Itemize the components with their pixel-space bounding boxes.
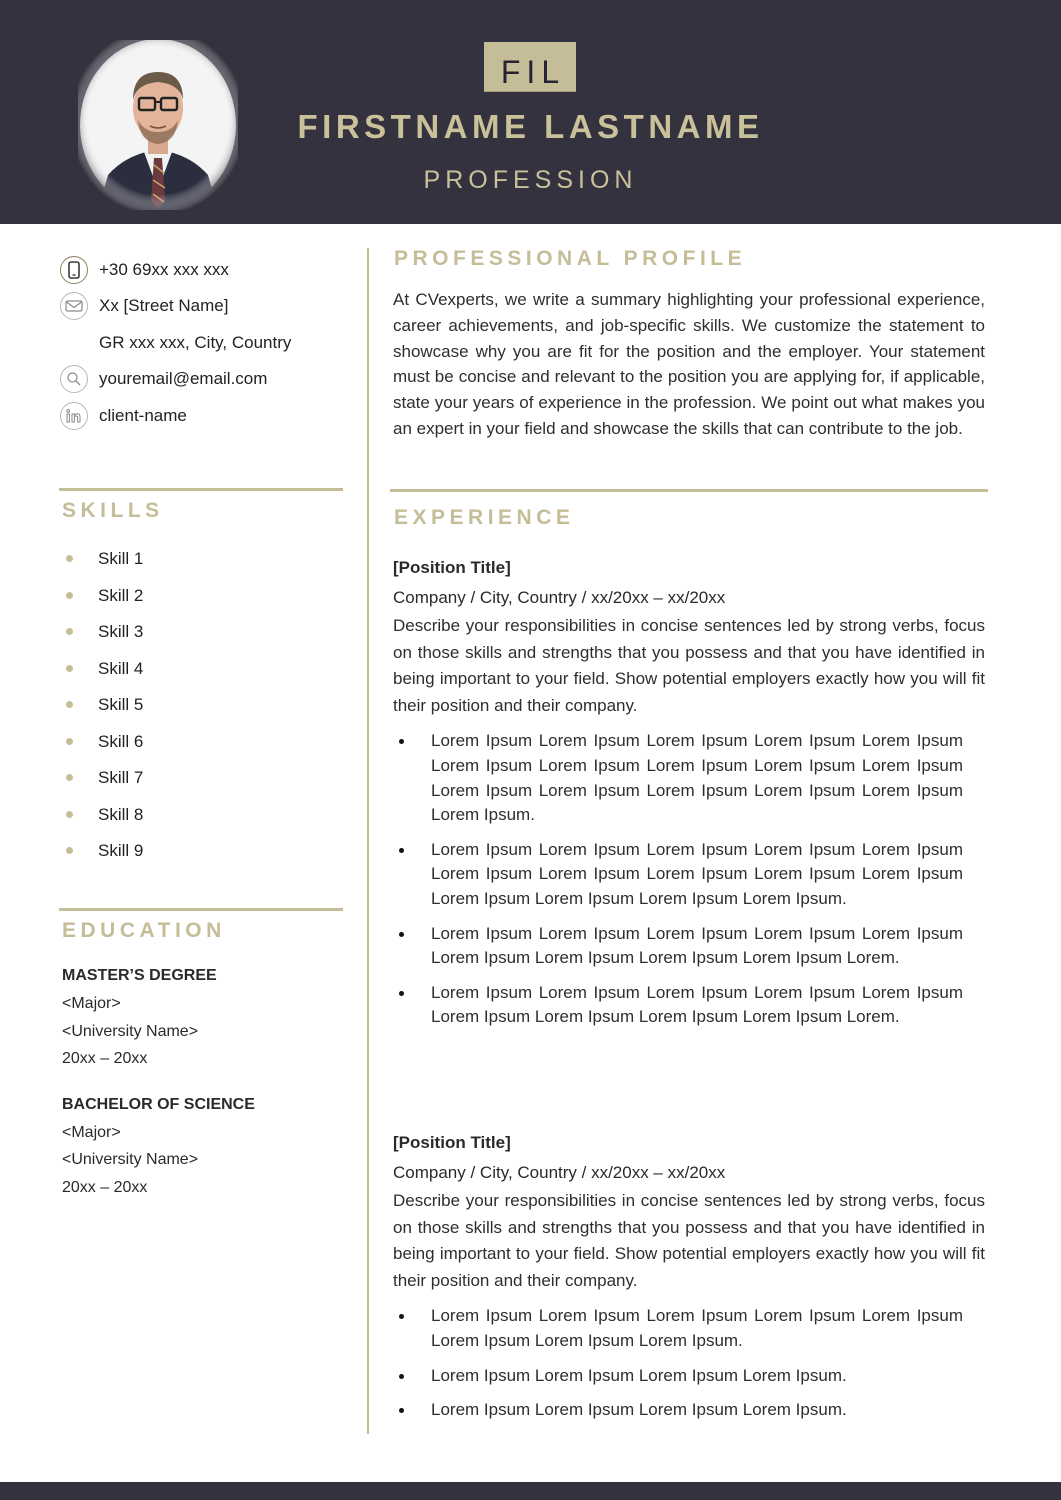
bullet-dot-icon: [399, 1314, 404, 1319]
bullet-dot-icon: [399, 848, 404, 853]
position-title: [Position Title]: [393, 1133, 511, 1152]
contact-linkedin: [60, 400, 350, 436]
education-dates: 20xx – 20xx: [62, 1178, 148, 1196]
job-entry: [393, 1128, 985, 1433]
skill-label: Skill 4: [98, 658, 144, 678]
skill-label: Skill 3: [98, 622, 144, 641]
bullet-dot-icon: [399, 739, 404, 744]
education-entry: [62, 962, 342, 1073]
bullet-dot-icon: [66, 628, 73, 635]
skill-item: [62, 541, 342, 578]
skill-item: [62, 614, 342, 651]
job-description: Describe your responsibilities in concise sentences led by strong verbs, focus on those skills and strengths that you possess and that you have identified in being important to your field. Show potential employers exactly how you will fit their position and their company.: [393, 616, 985, 715]
candidate-name-text: FIRSTNAME LASTNAME: [297, 108, 764, 145]
search-icon: [60, 365, 88, 393]
contact-list: [60, 254, 350, 436]
address-street: Xx [Street Name]: [99, 296, 229, 316]
contact-city: [60, 327, 350, 363]
logo-initials: FIL: [500, 54, 566, 90]
bullet-dot-icon: [399, 991, 404, 996]
candidate-name: [0, 108, 1061, 146]
job-bullet-item: [393, 922, 985, 971]
footer-bar: [0, 1482, 1061, 1500]
bullet-text: Lorem Ipsum Lorem Ipsum Lorem Ipsum Lorem Ipsum Lorem Ipsum Lorem Ipsum Lorem Ipsum Lorem Ipsum Lorem Ipsum Lorem Ipsum Lorem Ipsum Lorem Ipsum Lorem Ipsum Lorem Ipsum Lorem Ipsum Lorem Ipsum.: [431, 731, 963, 825]
university-name: <University Name>: [62, 1151, 199, 1168]
bullet-dot-icon: [66, 811, 73, 818]
degree-title: BACHELOR OF SCIENCE: [62, 1095, 255, 1113]
bullet-dot-icon: [66, 701, 73, 708]
profession-title: PROFESSION: [423, 166, 638, 194]
skills-list: [62, 541, 342, 870]
experience-divider: [390, 489, 988, 492]
university-name: <University Name>: [62, 1022, 199, 1040]
education-divider: [59, 908, 343, 911]
profile-summary: At CVexperts, we write a summary highlighting your professional experience, career achievements, and job-specific skills. We customize the statement to showcase why you are fit for the position and the employer. Your statement must be concise and relevant to the position you are applying for, if applicable, state your years of experience in the profession. We point out what makes you an expert in your field and showcase the skills that can contribute to the job.: [393, 290, 985, 438]
bullet-dot-icon: [66, 847, 73, 854]
bullet-dot-icon: [399, 1408, 404, 1413]
job-bullet-item: [393, 838, 985, 912]
bullet-dot-icon: [66, 555, 73, 562]
job-bullet-item: [393, 1364, 985, 1389]
skill-item: [62, 797, 342, 834]
linkedin-icon: [60, 402, 88, 430]
company-meta: Company / City, Country / xx/20xx – xx/20xx: [393, 588, 726, 607]
degree-title: MASTER’S DEGREE: [62, 967, 217, 984]
linkedin-handle[interactable]: client-name: [99, 405, 187, 425]
skills-heading: SKILLS: [62, 499, 164, 522]
job-bullet-item: [393, 729, 985, 827]
job-description: Describe your responsibilities in concise sentences led by strong verbs, focus on those skills and strengths that you possess and that you have identified in being important to your field. Show potential employers exactly how you will fit their position and their company.: [393, 1191, 985, 1290]
skill-item: [62, 833, 342, 870]
experience-heading: EXPERIENCE: [394, 506, 575, 529]
company-meta: Company / City, Country / xx/20xx – xx/20xx: [393, 1163, 726, 1182]
phone-number[interactable]: +30 69xx xxx xxx: [99, 260, 229, 279]
bullet-dot-icon: [66, 592, 73, 599]
phone-icon: [60, 256, 88, 284]
column-divider: [367, 248, 369, 1434]
skill-item: [62, 760, 342, 797]
bullet-text: Lorem Ipsum Lorem Ipsum Lorem Ipsum Lorem Ipsum.: [431, 1365, 847, 1385]
job-bullets: [393, 729, 985, 1030]
initials-logo: [484, 42, 576, 92]
header-banner: [0, 0, 1061, 224]
contact-phone: [60, 254, 350, 290]
bullet-text: Lorem Ipsum Lorem Ipsum Lorem Ipsum Lorem Ipsum Lorem Ipsum Lorem Ipsum Lorem Ipsum Lorem Ipsum Lorem Ipsum Lorem Ipsum Lorem Ipsum Lorem Ipsum Lorem Ipsum Lorem Ipsum.: [431, 839, 963, 908]
bullet-dot-icon: [66, 665, 73, 672]
skill-label: Skill 8: [98, 804, 144, 824]
degree-major: <Major>: [62, 995, 121, 1012]
job-entry: [393, 553, 985, 1040]
skill-item: [62, 578, 342, 615]
mail-envelope-icon: [60, 292, 88, 320]
bullet-dot-icon: [399, 932, 404, 937]
skill-item: [62, 651, 342, 688]
degree-major: <Major>: [62, 1123, 121, 1141]
job-bullet-item: [393, 981, 985, 1030]
skills-divider: [59, 488, 343, 491]
profile-heading: PROFESSIONAL PROFILE: [394, 247, 747, 270]
education-list: [62, 962, 342, 1219]
skill-label: Skill 6: [98, 731, 144, 751]
skill-item: [62, 687, 342, 724]
contact-address: [60, 290, 350, 326]
skill-item: [62, 724, 342, 761]
skill-label: Skill 7: [98, 768, 144, 787]
address-city: GR xxx xxx, City, Country: [99, 332, 292, 352]
job-bullets: [393, 1304, 985, 1422]
bullet-text: Lorem Ipsum Lorem Ipsum Lorem Ipsum Lorem Ipsum.: [431, 1400, 847, 1420]
education-dates: 20xx – 20xx: [62, 1050, 148, 1067]
skill-label: Skill 1: [98, 549, 144, 568]
job-bullet-item: [393, 1398, 985, 1423]
position-title: [Position Title]: [393, 558, 511, 577]
email-address[interactable]: youremail@email.com: [99, 369, 268, 389]
bullet-text: Lorem Ipsum Lorem Ipsum Lorem Ipsum Lorem Ipsum Lorem Ipsum Lorem Ipsum Lorem Ipsum Lorem Ipsum Lorem Ipsum Lorem.: [431, 923, 963, 968]
bullet-text: Lorem Ipsum Lorem Ipsum Lorem Ipsum Lorem Ipsum Lorem Ipsum Lorem Ipsum Lorem Ipsum Lorem Ipsum Lorem Ipsum Lorem.: [431, 982, 963, 1027]
bullet-text: Lorem Ipsum Lorem Ipsum Lorem Ipsum Lorem Ipsum Lorem Ipsum Lorem Ipsum Lorem Ipsum Lorem Ipsum.: [431, 1306, 963, 1350]
bullet-dot-icon: [399, 1374, 404, 1379]
bullet-dot-icon: [66, 774, 73, 781]
education-heading: EDUCATION: [62, 919, 226, 942]
skill-label: Skill 9: [98, 841, 144, 860]
contact-email: [60, 363, 350, 399]
education-entry: [62, 1091, 342, 1202]
job-bullet-item: [393, 1304, 985, 1353]
bullet-dot-icon: [66, 738, 73, 745]
skill-label: Skill 2: [98, 585, 144, 605]
skill-label: Skill 5: [98, 695, 144, 714]
